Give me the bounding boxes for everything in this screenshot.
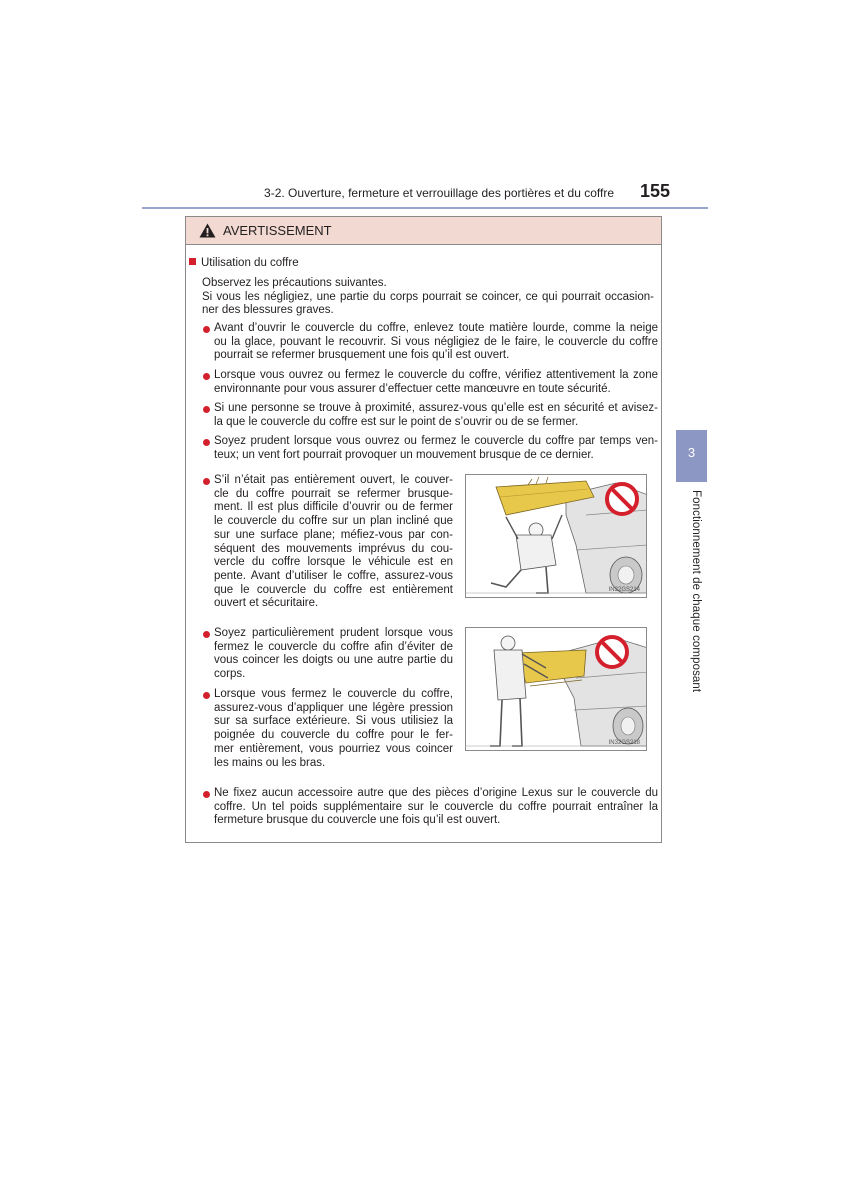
chapter-title: Fonctionnement de chaque composant bbox=[690, 490, 702, 693]
bullet-dot-icon bbox=[203, 478, 210, 485]
square-bullet-icon bbox=[189, 258, 196, 265]
bullet-pressure: Lorsque vous fermez le couvercle du coffre, assurez-vous d’appliquer une légère pression sur sa surface extérieure. Si vous utilisiez la poignée du couvercle du coffre pour le fer- mer entièrement, vous pourriez vous coincer les mains ou les bras. bbox=[214, 688, 453, 769]
bullet-dot-icon bbox=[203, 692, 210, 699]
bullet-windy: Soyez prudent lorsque vous ouvrez ou fermez le couvercle du coffre par temps ven- teux; un vent fort pourrait provoquer un mouvement brusque de ce dernier. bbox=[214, 435, 658, 461]
illustration-code: IN32GS214 bbox=[608, 587, 640, 593]
warning-box bbox=[185, 216, 662, 843]
illustration-lid-incline bbox=[465, 474, 647, 598]
bullet-fingers: Soyez particulièrement prudent lorsque vous fermez le couvercle du coffre afin d’éviter de vous coincer les doigts ou une autre partie du corps. bbox=[214, 627, 453, 681]
bullet-check-surroundings: Lorsque vous ouvrez ou fermez le couvercle du coffre, vérifiez attentivement la zone environnante pour vous assurer d’effectuer cette manœuvre en toute sécurité. bbox=[214, 369, 658, 395]
bullet-dot-icon bbox=[203, 631, 210, 638]
intro-paragraph: Observez les précautions suivantes. Si vous les négligiez, une partie du corps pourrait se coincer, ce qui pourrait occasion- ner des blessures graves. bbox=[202, 277, 654, 317]
bullet-heavy-snow: Avant d’ouvrir le couvercle du coffre, enlevez toute matière lourde, comme la neige ou la glace, pouvant le recouvrir. Si vous négligiez de le faire, le couvercle du coffre pourrait se refermer brusquement une fois qu’il est ouvert. bbox=[214, 322, 658, 362]
page-number: 155 bbox=[639, 181, 670, 201]
bullet-dot-icon bbox=[203, 791, 210, 798]
bullet-nearby-person: Si une personne se trouve à proximité, assurez-vous qu’elle est en sécurité et avisez- la que le couvercle du coffre est sur le point de s’ouvrir ou de se fermer. bbox=[214, 402, 658, 428]
illustration-lid-closing bbox=[465, 627, 647, 751]
warning-header bbox=[186, 217, 661, 245]
section-title: Utilisation du coffre bbox=[189, 257, 299, 269]
warning-triangle-icon bbox=[199, 223, 216, 238]
bullet-dot-icon bbox=[203, 406, 210, 413]
bullet-accessory: Ne fixez aucun accessoire autre que des pièces d’origine Lexus sur le couvercle du coffre. Un tel poids supplémentaire sur le couvercle du coffre pourrait entraîner la fermeture brusque du couvercle une fois qu’il est ouvert. bbox=[214, 787, 658, 827]
bullet-incline: S’il n’était pas entièrement ouvert, le couver- cle du coffre pourrait se refermer brusque- ment. Il est plus difficile d’ouvrir ou de fermer le couvercle du coffre sur un plan incliné que sur une surface plane; méfiez-vous par con- séquent des mouvements imprévus du cou- vercle du coffre lorsque le véhicule est en pente. Avant d’utiliser le coffre, assurez-vous que le couvercle du coffre est entièrement ouvert et sécuritaire. bbox=[214, 474, 453, 610]
header-title: 3-2. Ouverture, fermeture et verrouillage des portières et du coffre bbox=[264, 186, 614, 200]
header-rule bbox=[142, 207, 708, 209]
chapter-tab: 3 bbox=[676, 430, 707, 482]
bullet-dot-icon bbox=[203, 326, 210, 333]
bullet-dot-icon bbox=[203, 439, 210, 446]
trunk-lid-snow-illustration bbox=[466, 475, 647, 598]
trunk-lid-closing-illustration bbox=[466, 628, 647, 751]
page-header bbox=[142, 180, 708, 208]
warning-label: AVERTISSEMENT bbox=[223, 223, 332, 238]
illustration-code: IN32GS218 bbox=[608, 740, 640, 746]
bullet-dot-icon bbox=[203, 373, 210, 380]
